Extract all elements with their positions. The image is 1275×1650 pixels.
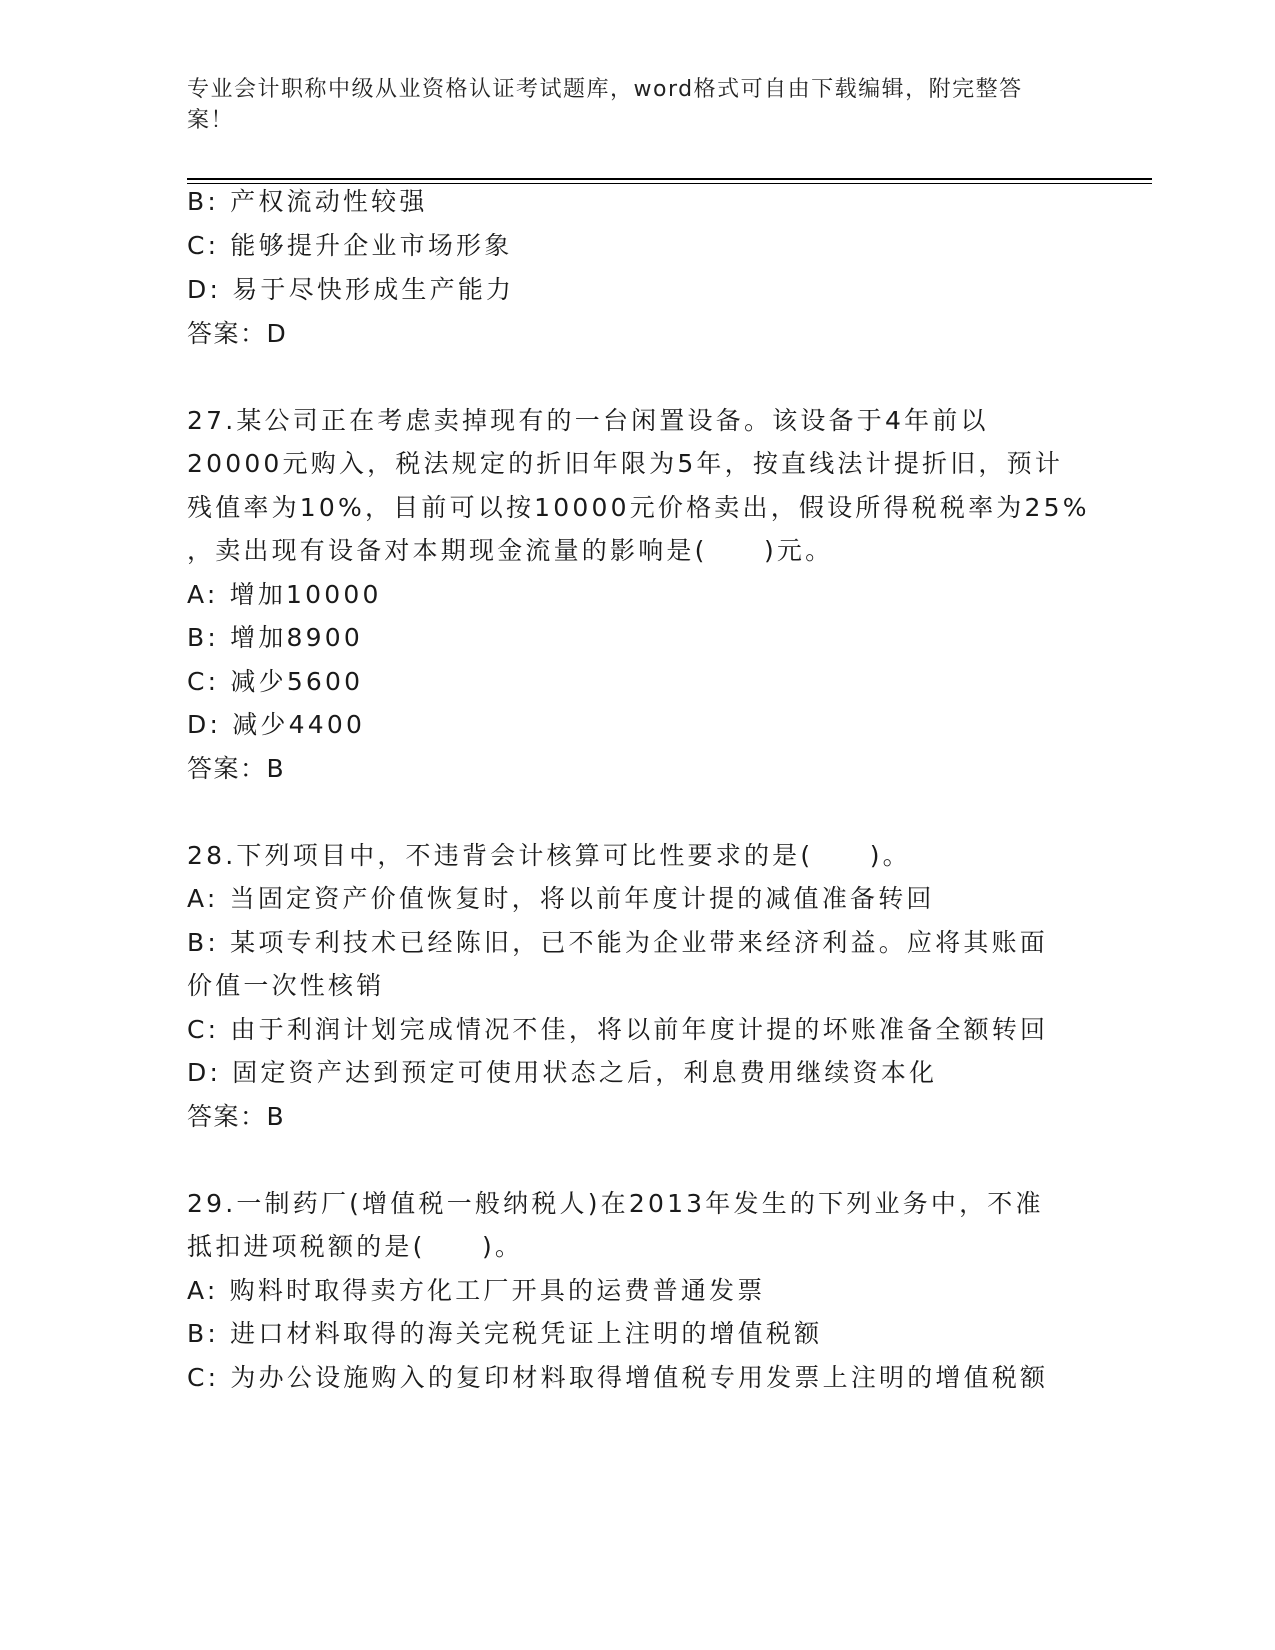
q27-option-d: D: 减少4400 [187, 710, 366, 739]
q28-option-c: C: 由于利润计划完成情况不佳，将以前年度计提的坏账准备全额转回 [187, 1015, 1049, 1044]
q28-stem-line-1: 28.下列项目中，不违背会计核算可比性要求的是( )。 [187, 841, 911, 870]
q27-stem-line-2: 20000元购入，税法规定的折旧年限为5年，按直线法计提折旧，预计 [187, 449, 1064, 478]
q26-answer: 答案：D [187, 319, 288, 348]
q28-option-d: D: 固定资产达到预定可使用状态之后，利息费用继续资本化 [187, 1058, 938, 1087]
q26-option-b: B: 产权流动性较强 [187, 187, 428, 216]
q27-option-c: C: 减少5600 [187, 667, 364, 696]
q28-option-b-line-1: B: 某项专利技术已经陈旧，已不能为企业带来经济利益。应将其账面 [187, 928, 1048, 957]
q29-option-b: B: 进口材料取得的海关完税凭证上注明的增值税额 [187, 1319, 823, 1348]
q29-stem-line-1: 29.一制药厂(增值税一般纳税人)在2013年发生的下列业务中，不准 [187, 1189, 1044, 1218]
q28-answer: 答案：B [187, 1102, 286, 1131]
q27-option-b: B: 增加8900 [187, 623, 363, 652]
q27-stem-line-1: 27.某公司正在考虑卖掉现有的一台闲置设备。该设备于4年前以 [187, 406, 989, 435]
q26-option-c: C: 能够提升企业市场形象 [187, 231, 513, 260]
q27-option-a: A: 增加10000 [187, 580, 382, 609]
q29-stem-line-2: 抵扣进项税额的是( )。 [187, 1232, 524, 1261]
q27-stem-line-4: ，卖出现有设备对本期现金流量的影响是( )元。 [187, 536, 834, 565]
q28-option-a: A: 当固定资产价值恢复时，将以前年度计提的减值准备转回 [187, 884, 935, 913]
q27-stem-line-3: 残值率为10%，目前可以按10000元价格卖出，假设所得税税率为25% [187, 493, 1090, 522]
q26-option-d: D: 易于尽快形成生产能力 [187, 275, 515, 304]
header-rule-thick [187, 178, 1152, 180]
q29-option-c: C: 为办公设施购入的复印材料取得增值税专用发票上注明的增值税额 [187, 1363, 1049, 1392]
q28-option-b-line-2: 价值一次性核销 [187, 971, 385, 1000]
q27-answer: 答案：B [187, 754, 286, 783]
header-rule-thin [187, 183, 1152, 184]
page-header: 专业会计职称中级从业资格认证考试题库，word格式可自由下载编辑，附完整答案！ [187, 77, 1023, 133]
document-page [187, 0, 1152, 1650]
q29-option-a: A: 购料时取得卖方化工厂开具的运费普通发票 [187, 1276, 766, 1305]
